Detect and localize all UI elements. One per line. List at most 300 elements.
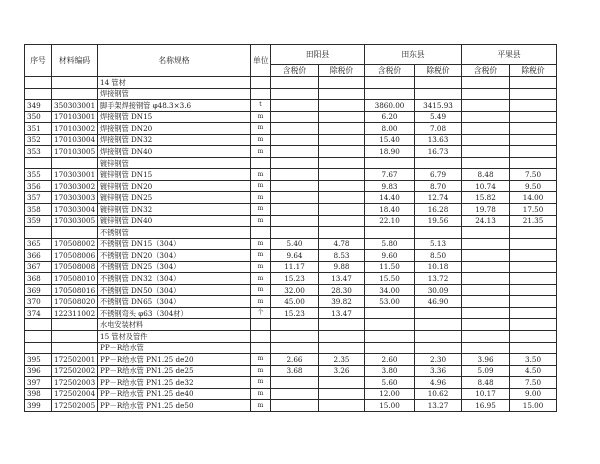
cell-name: 镀锌钢管 DN25 [98,192,251,204]
cell-tianyang-tax-ex [319,77,365,89]
cell-tianyang-tax-in: 15.23 [271,307,319,319]
cell-index: 359 [25,215,52,227]
cell-pingguo-tax-in: 5.09 [462,365,510,377]
cell-pingguo-tax-ex [510,307,557,319]
cell-pingguo-tax-ex: 9.00 [510,388,557,400]
cell-pingguo-tax-ex [510,157,557,169]
cell-code: 170303001 [52,169,98,181]
table-row [25,100,557,112]
cell-index: 357 [25,192,52,204]
cell-code: 170508002 [52,238,98,250]
cell-unit: m [251,388,271,400]
cell-pingguo-tax-in [462,307,510,319]
cell-pingguo-tax-ex [510,331,557,343]
header-tianyang-tax-ex: 除税价 [319,65,365,77]
cell-code: 170303003 [52,192,98,204]
cell-code: 172502003 [52,377,98,389]
table-row [25,400,557,412]
cell-name: PP－R给水管 PN1.25 de20 [98,354,251,366]
cell-pingguo-tax-in: 8.48 [462,377,510,389]
cell-tiandong-tax-ex: 13.27 [415,400,462,412]
table-row [25,273,557,285]
cell-tianyang-tax-in: 3.68 [271,365,319,377]
table-row [25,388,557,400]
cell-tianyang-tax-ex [319,123,365,135]
section-row [25,331,557,343]
table-row [25,354,557,366]
cell-pingguo-tax-in [462,77,510,89]
cell-index [25,319,52,331]
cell-tiandong-tax-in [365,157,415,169]
cell-index: 399 [25,400,52,412]
cell-pingguo-tax-in [462,331,510,343]
cell-index: 368 [25,273,52,285]
cell-tianyang-tax-in: 2.66 [271,354,319,366]
cell-tiandong-tax-ex: 16.73 [415,146,462,158]
cell-tiandong-tax-in: 15.50 [365,273,415,285]
cell-tiandong-tax-in: 5.80 [365,238,415,250]
cell-index: 349 [25,100,52,112]
cell-tianyang-tax-ex [319,134,365,146]
cell-pingguo-tax-ex: 4.50 [510,365,557,377]
cell-code: 170508008 [52,261,98,273]
cell-tianyang-tax-ex: 8.53 [319,250,365,262]
cell-code: 170303005 [52,215,98,227]
header-group-tiandong: 田东县 [365,45,462,65]
header-tianyang-tax-in: 含税价 [271,65,319,77]
cell-code [52,77,98,89]
cell-tianyang-tax-ex: 13.47 [319,307,365,319]
cell-name: 镀锌钢管 DN32 [98,204,251,216]
cell-tianyang-tax-in: 45.00 [271,296,319,308]
cell-tiandong-tax-in: 22.10 [365,215,415,227]
cell-tiandong-tax-in: 7.67 [365,169,415,181]
section-row [25,227,557,239]
cell-pingguo-tax-ex [510,88,557,100]
cell-pingguo-tax-ex [510,342,557,354]
cell-unit [251,331,271,343]
cell-pingguo-tax-in [462,238,510,250]
cell-tiandong-tax-ex [415,319,462,331]
cell-name: 镀锌钢管 DN40 [98,215,251,227]
table-row [25,365,557,377]
cell-name: PP－R给水管 PN1.25 de40 [98,388,251,400]
cell-tianyang-tax-ex [319,342,365,354]
cell-unit: m [251,273,271,285]
cell-index: 374 [25,307,52,319]
section-title: 焊接钢管 [98,88,251,100]
cell-unit [251,88,271,100]
cell-code: 170103004 [52,134,98,146]
cell-tianyang-tax-ex [319,169,365,181]
table-row [25,284,557,296]
section-title: 不锈钢管 [98,227,251,239]
cell-unit: m [251,169,271,181]
cell-pingguo-tax-ex: 15.00 [510,400,557,412]
table-row [25,296,557,308]
cell-pingguo-tax-ex [510,284,557,296]
cell-tiandong-tax-in [365,227,415,239]
cell-tiandong-tax-in: 9.60 [365,250,415,262]
table-row [25,123,557,135]
cell-unit: m [251,134,271,146]
cell-pingguo-tax-ex: 9.50 [510,180,557,192]
cell-name: 焊接钢管 DN20 [98,123,251,135]
cell-tiandong-tax-in: 53.00 [365,296,415,308]
cell-tiandong-tax-ex: 46.90 [415,296,462,308]
cell-code: 172502001 [52,354,98,366]
cell-pingguo-tax-ex: 7.50 [510,169,557,181]
cell-tiandong-tax-ex [415,157,462,169]
cell-code: 170508020 [52,296,98,308]
cell-unit [251,77,271,89]
cell-index: 351 [25,123,52,135]
table-row [25,169,557,181]
cell-tiandong-tax-in: 2.60 [365,354,415,366]
cell-pingguo-tax-ex [510,296,557,308]
cell-index: 398 [25,388,52,400]
cell-code: 170303004 [52,204,98,216]
cell-pingguo-tax-in: 10.17 [462,388,510,400]
section-title: 14 管材 [98,77,251,89]
cell-tiandong-tax-in [365,88,415,100]
cell-code: 170303002 [52,180,98,192]
cell-tiandong-tax-in: 14.40 [365,192,415,204]
cell-tianyang-tax-ex: 9.88 [319,261,365,273]
cell-index: 369 [25,284,52,296]
cell-tianyang-tax-in [271,204,319,216]
cell-tiandong-tax-in: 8.00 [365,123,415,135]
cell-tiandong-tax-ex: 4.96 [415,377,462,389]
cell-tianyang-tax-in [271,331,319,343]
cell-unit: m [251,250,271,262]
cell-tianyang-tax-ex [319,192,365,204]
cell-unit: m [251,238,271,250]
cell-pingguo-tax-in: 10.74 [462,180,510,192]
table-row [25,261,557,273]
cell-index: 352 [25,134,52,146]
table-row [25,307,557,319]
section-title: 水电安装材料 [98,319,251,331]
section-title: 15 管材及管件 [98,331,251,343]
cell-name: 不锈钢管 DN20（304） [98,250,251,262]
cell-code: 172502004 [52,388,98,400]
table-header [25,45,557,77]
cell-tiandong-tax-in: 12.00 [365,388,415,400]
cell-tianyang-tax-ex [319,180,365,192]
table-row [25,215,557,227]
cell-tianyang-tax-in [271,227,319,239]
cell-index: 396 [25,365,52,377]
cell-unit: m [251,400,271,412]
cell-name: 不锈钢管 DN65（304） [98,296,251,308]
cell-code [52,157,98,169]
cell-code [52,331,98,343]
cell-pingguo-tax-in [462,134,510,146]
header-code: 材料编码 [52,45,98,77]
cell-tianyang-tax-in: 11.17 [271,261,319,273]
cell-tiandong-tax-ex [415,88,462,100]
cell-tianyang-tax-ex [319,215,365,227]
cell-index: 397 [25,377,52,389]
header-name: 名称规格 [98,45,251,77]
cell-pingguo-tax-ex [510,77,557,89]
cell-name: 不锈钢管 DN32（304） [98,273,251,285]
cell-tiandong-tax-ex: 13.72 [415,273,462,285]
cell-index: 356 [25,180,52,192]
cell-tianyang-tax-in: 5.40 [271,238,319,250]
cell-index: 353 [25,146,52,158]
cell-unit: m [251,180,271,192]
cell-pingguo-tax-ex [510,146,557,158]
cell-code [52,227,98,239]
cell-tiandong-tax-in [365,331,415,343]
cell-name: 不锈钢管 DN25（304） [98,261,251,273]
cell-tiandong-tax-in: 15.40 [365,134,415,146]
cell-tiandong-tax-in: 18.40 [365,204,415,216]
header-unit: 单位 [251,45,271,77]
cell-pingguo-tax-in [462,88,510,100]
header-group-tianyang: 田阳县 [271,45,365,65]
cell-tianyang-tax-ex [319,146,365,158]
cell-tiandong-tax-in [365,307,415,319]
cell-pingguo-tax-ex [510,319,557,331]
cell-pingguo-tax-in [462,284,510,296]
cell-pingguo-tax-in [462,342,510,354]
cell-code: 170103001 [52,111,98,123]
table-row [25,204,557,216]
cell-name: 镀锌钢管 DN15 [98,169,251,181]
cell-tianyang-tax-ex [319,227,365,239]
cell-tiandong-tax-ex: 3415.93 [415,100,462,112]
cell-pingguo-tax-in [462,261,510,273]
cell-tiandong-tax-in: 5.60 [365,377,415,389]
cell-index: 355 [25,169,52,181]
header-tiandong-tax-ex: 除税价 [415,65,462,77]
section-title: PP－R给水管 [98,342,251,354]
cell-tiandong-tax-ex [415,227,462,239]
cell-unit: m [251,284,271,296]
cell-tiandong-tax-ex: 5.49 [415,111,462,123]
cell-tianyang-tax-in [271,134,319,146]
cell-tiandong-tax-ex: 8.50 [415,250,462,262]
cell-tiandong-tax-ex: 2.30 [415,354,462,366]
cell-pingguo-tax-in [462,319,510,331]
cell-pingguo-tax-ex [510,134,557,146]
cell-index [25,88,52,100]
cell-code: 170508006 [52,250,98,262]
cell-name: 镀锌钢管 DN20 [98,180,251,192]
cell-unit: m [251,146,271,158]
cell-tiandong-tax-ex: 10.62 [415,388,462,400]
cell-tiandong-tax-ex: 13.63 [415,134,462,146]
cell-code: 172502002 [52,365,98,377]
cell-tiandong-tax-ex: 16.28 [415,204,462,216]
cell-pingguo-tax-ex [510,250,557,262]
cell-tianyang-tax-ex: 13.47 [319,273,365,285]
cell-tianyang-tax-in [271,111,319,123]
cell-tiandong-tax-in: 3860.00 [365,100,415,112]
cell-name: 焊接钢管 DN15 [98,111,251,123]
cell-tiandong-tax-in: 15.00 [365,400,415,412]
section-title: 镀锌钢管 [98,157,251,169]
cell-pingguo-tax-ex: 21.35 [510,215,557,227]
cell-unit: 个 [251,307,271,319]
price-table [24,44,557,412]
cell-pingguo-tax-in: 3.96 [462,354,510,366]
cell-index: 350 [25,111,52,123]
cell-pingguo-tax-in: 19.78 [462,204,510,216]
cell-name: 不锈钢管 DN15（304） [98,238,251,250]
cell-index [25,227,52,239]
cell-tiandong-tax-ex [415,77,462,89]
cell-tianyang-tax-ex: 2.35 [319,354,365,366]
table-row [25,250,557,262]
cell-index [25,342,52,354]
table-row [25,238,557,250]
table-body [25,77,557,412]
cell-unit: m [251,204,271,216]
cell-name: 不锈钢管 DN50（304） [98,284,251,296]
cell-pingguo-tax-ex [510,227,557,239]
header-pingguo-tax-ex: 除税价 [510,65,557,77]
cell-tianyang-tax-ex [319,377,365,389]
cell-tiandong-tax-ex: 8.70 [415,180,462,192]
cell-unit: m [251,111,271,123]
cell-unit [251,157,271,169]
cell-pingguo-tax-in [462,123,510,135]
cell-tiandong-tax-in: 6.20 [365,111,415,123]
cell-pingguo-tax-in [462,100,510,112]
section-row [25,342,557,354]
cell-tianyang-tax-ex: 28.30 [319,284,365,296]
cell-pingguo-tax-in: 24.13 [462,215,510,227]
cell-tianyang-tax-in: 15.23 [271,273,319,285]
cell-index [25,331,52,343]
cell-pingguo-tax-ex [510,238,557,250]
cell-tianyang-tax-in [271,388,319,400]
cell-name: PP－R给水管 PN1.25 de50 [98,400,251,412]
section-row [25,319,557,331]
cell-tiandong-tax-in [365,342,415,354]
cell-tianyang-tax-in [271,88,319,100]
cell-code: 172502005 [52,400,98,412]
cell-name: 不锈钢弯头 φ63（304材） [98,307,251,319]
cell-name: 焊接钢管 DN32 [98,134,251,146]
cell-unit: t [251,100,271,112]
cell-index: 395 [25,354,52,366]
table-row [25,377,557,389]
cell-tiandong-tax-ex: 7.08 [415,123,462,135]
cell-tiandong-tax-ex: 3.36 [415,365,462,377]
cell-unit: m [251,377,271,389]
cell-tianyang-tax-ex [319,319,365,331]
cell-tianyang-tax-ex [319,100,365,112]
cell-tianyang-tax-in [271,377,319,389]
cell-pingguo-tax-in [462,227,510,239]
cell-tianyang-tax-ex: 39.82 [319,296,365,308]
cell-code: 350303001 [52,100,98,112]
cell-tiandong-tax-ex: 30.09 [415,284,462,296]
cell-unit: m [251,261,271,273]
cell-name: PP－R给水管 PN1.25 de32 [98,377,251,389]
cell-index: 370 [25,296,52,308]
cell-tianyang-tax-ex [319,111,365,123]
cell-code [52,319,98,331]
cell-index: 365 [25,238,52,250]
cell-tianyang-tax-ex [319,157,365,169]
cell-tianyang-tax-in: 9.64 [271,250,319,262]
cell-index: 367 [25,261,52,273]
cell-pingguo-tax-in [462,250,510,262]
cell-pingguo-tax-in [462,111,510,123]
cell-tianyang-tax-ex [319,400,365,412]
cell-pingguo-tax-ex [510,100,557,112]
cell-unit: m [251,192,271,204]
cell-tiandong-tax-ex [415,342,462,354]
cell-tiandong-tax-ex [415,331,462,343]
table-row [25,180,557,192]
section-row [25,88,557,100]
section-row [25,77,557,89]
cell-tianyang-tax-in [271,77,319,89]
cell-tianyang-tax-in [271,123,319,135]
cell-code: 170103002 [52,123,98,135]
cell-tiandong-tax-in: 9.83 [365,180,415,192]
cell-pingguo-tax-in: 16.95 [462,400,510,412]
cell-pingguo-tax-in [462,157,510,169]
cell-code: 170508010 [52,273,98,285]
cell-tiandong-tax-in: 11.50 [365,261,415,273]
cell-pingguo-tax-ex [510,273,557,285]
cell-unit [251,342,271,354]
cell-tianyang-tax-in [271,215,319,227]
cell-name: PP－R给水管 PN1.25 de25 [98,365,251,377]
cell-pingguo-tax-ex [510,261,557,273]
table-row [25,146,557,158]
cell-tianyang-tax-in [271,146,319,158]
section-row [25,157,557,169]
cell-tianyang-tax-ex [319,331,365,343]
cell-pingguo-tax-ex [510,111,557,123]
cell-tianyang-tax-in [271,169,319,181]
cell-tianyang-tax-in [271,342,319,354]
header-tiandong-tax-in: 含税价 [365,65,415,77]
cell-name: 脚手架焊接钢管 φ48.3×3.6 [98,100,251,112]
cell-pingguo-tax-ex: 17.50 [510,204,557,216]
cell-unit: m [251,365,271,377]
header-pingguo-tax-in: 含税价 [462,65,510,77]
cell-pingguo-tax-in [462,273,510,285]
cell-tiandong-tax-ex [415,307,462,319]
cell-tiandong-tax-ex: 5.13 [415,238,462,250]
cell-tiandong-tax-in [365,319,415,331]
cell-tiandong-tax-ex: 10.18 [415,261,462,273]
table-row [25,134,557,146]
cell-tiandong-tax-in: 34.00 [365,284,415,296]
header-group-pingguo: 平果县 [462,45,557,65]
cell-pingguo-tax-ex: 14.00 [510,192,557,204]
cell-tianyang-tax-ex [319,388,365,400]
cell-tianyang-tax-in [271,319,319,331]
cell-code: 170508016 [52,284,98,296]
cell-tianyang-tax-ex [319,204,365,216]
cell-tianyang-tax-in [271,100,319,112]
cell-code [52,88,98,100]
cell-tianyang-tax-ex [319,88,365,100]
cell-pingguo-tax-in: 15.82 [462,192,510,204]
cell-tianyang-tax-in [271,192,319,204]
